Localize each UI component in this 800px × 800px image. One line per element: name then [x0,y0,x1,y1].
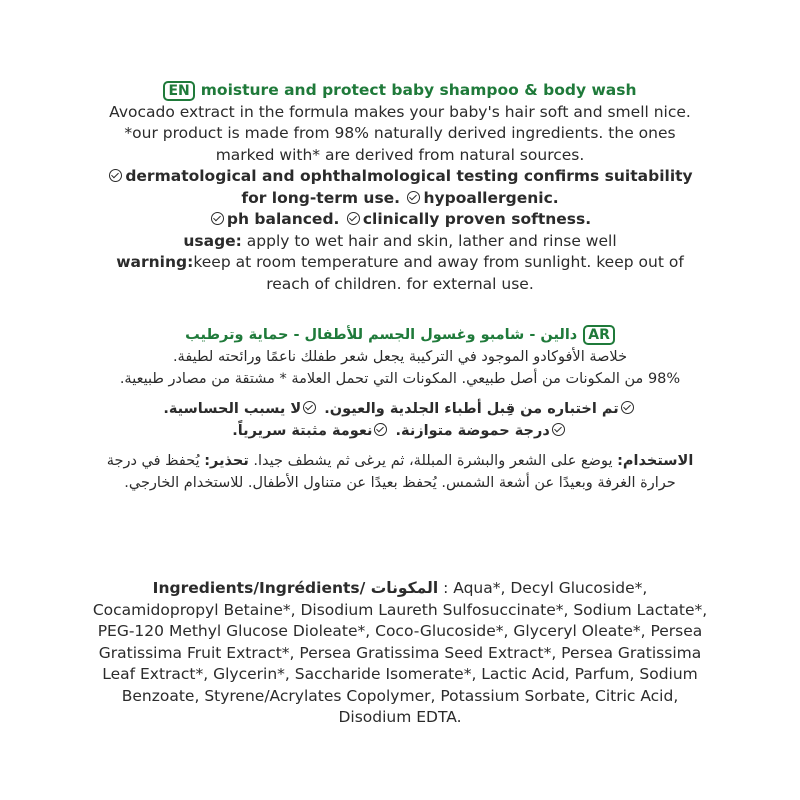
claim-hypoallergenic-ar: لا يسبب الحساسية. [163,401,302,417]
product-title-en: moisture and protect baby shampoo & body wash [200,81,637,99]
usage-en [100,231,700,253]
usage-label-ar: الاستخدام: [617,453,694,469]
ingredients-section [90,578,710,729]
check-circle-icon [374,423,387,436]
description-en: Avocado extract in the formula makes your baby's hair soft and smell nice. *our product is made from 98% naturally derived ingredients. the ones marked with* are derived from natural sources. [109,102,691,164]
warning-label-ar: تحذير: [204,453,249,469]
claim-dermatological-ar: تم اختباره من قِبل أطباء الجلدية والعيون. [324,401,619,417]
language-badge-en: EN [163,81,194,101]
claims-ar [100,398,700,442]
usage-label-en: usage: [183,231,242,250]
check-circle-icon [109,169,122,182]
usage-warning-ar [100,450,700,494]
ingredients-label: Ingredients/Ingrédients/ المكونات [152,579,439,597]
claim-dermatological-en: dermatological and ophthalmological testing confirms suitability for long-term use. [125,167,693,207]
check-circle-icon [552,423,565,436]
check-circle-icon [347,212,360,225]
claim-ph-ar: درجة حموضة متوازنة. [395,423,550,439]
warning-label-en: warning: [116,253,194,271]
description-ar [100,346,700,390]
usage-text-ar: يوضع على الشعر والبشرة المبللة، ثم يرغى ثم يشطف جيدا. [253,453,618,469]
description-ar-line-2: 98% من المكونات من أصل طبيعي. المكونات التي تحمل العلامة * مشتقة من مصادر طبيعية. [119,371,681,387]
english-heading [100,80,700,102]
claims-en [100,166,700,231]
claim-ph-en: ph balanced. [226,210,340,228]
usage-text-en: apply to wet hair and skin, lather and rinse well [241,231,617,250]
warning-text-en: keep at room temperature and away from sunlight. keep out of reach of children. for external use. [193,253,684,293]
claim-softness-ar: نعومة مثبتة سريرياً. [232,423,373,439]
claim-softness-en: clinically proven softness. [362,210,592,228]
description-ar-line-1: خلاصة الأفوكادو الموجود في التركيبة يجعل شعر طفلك ناعمًا ورائحته لطيفة. [172,349,628,365]
check-circle-icon [303,401,316,414]
claim-hypoallergenic-en: hypoallergenic. [423,188,559,207]
warning-en [100,252,700,295]
arabic-heading [100,324,700,346]
language-badge-ar: AR [583,325,615,345]
ingredients-list: : Aqua*, Decyl Glucoside*, Cocamidopropyl Betaine*, Disodium Laureth Sulfosuccinate*, Sodium Lactate*, PEG-120 Methyl Glucose Dioleate*, Coco-Glucoside*, Glyceryl Oleate*, Persea Gratissima Fruit Extract*, Persea Gratissima Seed Extract*, Persea Gratissima Leaf Extract*, Glycerin*, Saccharide Isomerate*, Lactic Acid, Parfum, Sodium Benzoate, Styrene/Acrylates Copolymer, Potassium Sorbate, Citric Acid, Disodium EDTA. [92,579,708,726]
check-circle-icon [621,401,634,414]
english-section [100,80,700,295]
arabic-section [100,324,700,494]
check-circle-icon [407,191,420,204]
product-title-ar: دالين - شامبو وغسول الجسم للأطفال - حماية وترطيب [185,327,578,343]
check-circle-icon [211,212,224,225]
warning-text-ar: يُحفظ في درجة حرارة الغرفة وبعيدًا عن أشعة الشمس. يُحفظ بعيدًا عن متناول الأطفال. للاستخدام الخارجي. [106,453,676,491]
